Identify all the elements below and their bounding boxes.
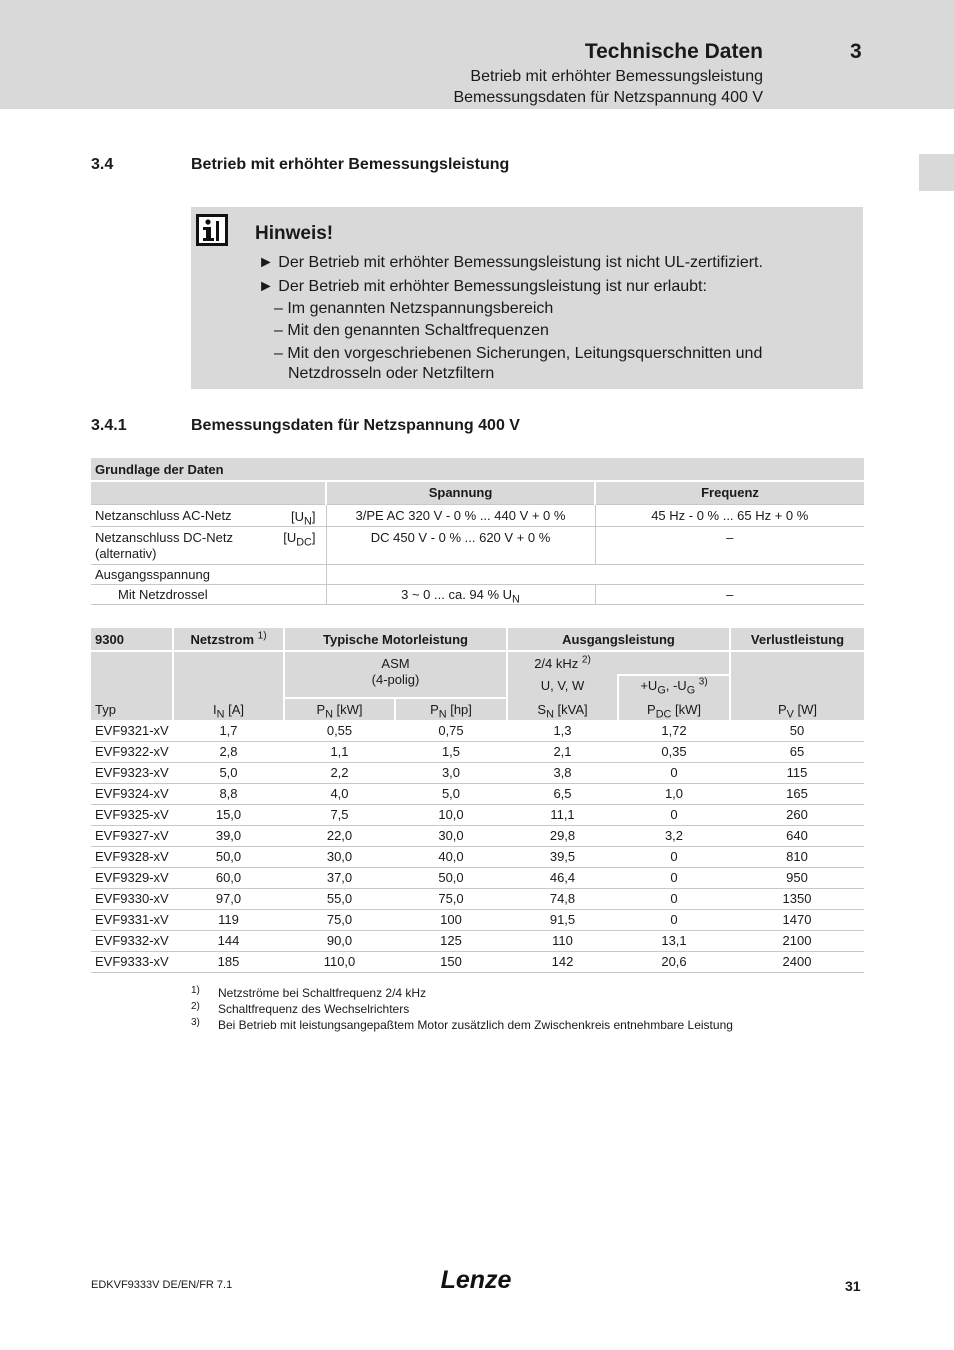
value-cell: 65: [730, 741, 864, 762]
dc-supply-label: Netzanschluss DC-Netz: [95, 529, 233, 545]
dc-power-header: [618, 698, 730, 720]
dash-mark: –: [274, 345, 283, 362]
note-dash-1-text: Im genannten Netzspannungsbereich: [287, 300, 554, 317]
unit: [A]: [224, 701, 244, 717]
footnote-ref: 1): [257, 630, 267, 642]
header-subtitle-1: Betrieb mit erhöhter Bemessungsleistung: [470, 68, 763, 85]
value-cell: 7,5: [284, 804, 395, 825]
sym: P: [316, 702, 326, 717]
dash-mark: –: [274, 322, 283, 339]
value-cell: 40,0: [395, 846, 507, 867]
apparent-power-header: [507, 698, 618, 720]
note-dash-3-text: Mit den vorgeschriebenen Sicherungen, Leitungsquerschnitten und: [287, 345, 763, 362]
sub: DC: [655, 708, 672, 721]
value-cell: 3,2: [618, 825, 730, 846]
type-cell: EVF9324-xV: [91, 783, 173, 804]
motor-power-header: Typische Motorleistung: [284, 628, 507, 651]
type-cell: EVF9331-xV: [91, 909, 173, 930]
value-cell: 50,0: [173, 846, 284, 867]
value-cell: 1,1: [284, 741, 395, 762]
value-cell: 3,0: [395, 762, 507, 783]
value-cell: 640: [730, 825, 864, 846]
note-bullet-2-text: Der Betrieb mit erhöhter Bemessungsleistung ist nur erlaubt:: [278, 278, 707, 295]
type-cell: EVF9330-xV: [91, 888, 173, 909]
output-subheader: [507, 651, 730, 698]
loss-unit-header: [730, 698, 864, 720]
unit: [kW]: [332, 702, 363, 717]
value-cell: 810: [730, 846, 864, 867]
unit: [W]: [793, 701, 817, 717]
table-row: [91, 951, 864, 972]
basis-table-heading: Grundlage der Daten: [91, 458, 864, 481]
frequency-column-header: Frequenz: [595, 481, 864, 504]
value-cell: 0: [618, 846, 730, 867]
value-cell: 1470: [730, 909, 864, 930]
type-cell: EVF9332-xV: [91, 930, 173, 951]
info-icon: [196, 214, 228, 246]
value-cell: 55,0: [284, 888, 395, 909]
value-cell: 0,55: [284, 720, 395, 741]
value-cell: 2,1: [507, 741, 618, 762]
table-row: [91, 720, 864, 741]
value-cell: 97,0: [173, 888, 284, 909]
section-number: 3.4: [91, 156, 114, 173]
rating-data-table: [91, 628, 864, 973]
asm-poles-label: (4-polig): [371, 672, 420, 687]
footnote-text: Netzströme bei Schaltfrequenz 2/4 kHz: [218, 986, 427, 1000]
subsection-number: 3.4.1: [91, 417, 127, 434]
value-cell: 144: [173, 930, 284, 951]
output-voltage-blank: [326, 564, 864, 584]
value-cell: 0,35: [618, 741, 730, 762]
table-row: [91, 741, 864, 762]
document-code: EDKVF9333V DE/EN/FR 7.1: [91, 1279, 233, 1291]
choke-voltage: [326, 584, 595, 604]
note-bullet-1: [258, 254, 763, 272]
note-dash-1: [274, 300, 553, 318]
note-bullet-2: [258, 278, 707, 296]
table-row: [91, 846, 864, 867]
dash-mark: –: [274, 300, 283, 317]
value-cell: 950: [730, 867, 864, 888]
output-power-header: Ausgangsleistung: [507, 628, 730, 651]
section-title: Betrieb mit erhöhter Bemessungsleistung: [191, 156, 510, 173]
footnote-ref: 3): [698, 676, 708, 688]
value-cell: 74,8: [507, 888, 618, 909]
value-cell: 8,8: [173, 783, 284, 804]
symbol-main: U: [294, 508, 305, 524]
footnote-mark: 1): [191, 985, 200, 996]
dc-supply-symbol: $[U_{DC}]$: [283, 529, 316, 549]
note-title: Hinweis!: [255, 223, 334, 244]
ac-supply-label-cell: [91, 504, 326, 526]
logo-text: Lenze: [440, 1266, 512, 1294]
value-cell: 22,0: [284, 825, 395, 846]
value-cell: 0: [618, 804, 730, 825]
note-dash-2-text: Mit den genannten Schaltfrequenzen: [287, 322, 549, 339]
value-cell: 60,0: [173, 867, 284, 888]
subsection-title: Bemessungsdaten für Netzspannung 400 V: [191, 417, 520, 434]
inverter-subheader: [508, 652, 617, 698]
basis-data-table: [91, 458, 864, 605]
footnote-ref: 2): [581, 654, 591, 666]
type-header: Typ: [91, 698, 173, 720]
value-cell: 0: [618, 867, 730, 888]
loss-power-header: Verlustleistung: [730, 628, 864, 651]
sub: N: [546, 708, 554, 721]
dc-supply-frequency: –: [595, 526, 864, 564]
table-row: [91, 804, 864, 825]
value-cell: 1,7: [173, 720, 284, 741]
value-cell: 37,0: [284, 867, 395, 888]
value-cell: 3,8: [507, 762, 618, 783]
series-header: 9300: [91, 628, 173, 651]
value-cell: 30,0: [395, 825, 507, 846]
value-cell: 13,1: [618, 930, 730, 951]
type-cell: EVF9333-xV: [91, 951, 173, 972]
value-cell: 10,0: [395, 804, 507, 825]
unit: [kW]: [671, 701, 701, 717]
value-cell: 125: [395, 930, 507, 951]
choke-label: Mit Netzdrossel: [91, 584, 326, 604]
uvw-label: U, V, W: [540, 678, 585, 693]
value-cell: 39,5: [507, 846, 618, 867]
table-row: [91, 867, 864, 888]
value-cell: 39,0: [173, 825, 284, 846]
ug-subscript: G: [686, 684, 696, 697]
value-cell: 1,0: [618, 783, 730, 804]
ac-supply-label: Netzanschluss AC-Netz: [95, 507, 232, 523]
note-dash-3: [274, 345, 762, 363]
output-voltage-label: Ausgangsspannung: [91, 564, 326, 584]
value-cell: 30,0: [284, 846, 395, 867]
type-cell: EVF9321-xV: [91, 720, 173, 741]
ug-text: +U: [640, 678, 658, 693]
value-cell: 260: [730, 804, 864, 825]
voltage-column-header: Spannung: [326, 481, 595, 504]
ug-text: , -U: [665, 678, 687, 693]
table-row: [91, 825, 864, 846]
dc-supply-label-cell: [91, 526, 326, 564]
table-row: [91, 762, 864, 783]
footnote-text: Schaltfrequenz des Wechselrichters: [218, 1002, 410, 1016]
value-cell: 90,0: [284, 930, 395, 951]
value-cell: 150: [395, 951, 507, 972]
lenze-logo: [437, 1266, 515, 1294]
value-cell: 0,75: [395, 720, 507, 741]
type-cell: EVF9329-xV: [91, 867, 173, 888]
value-cell: 2,8: [173, 741, 284, 762]
sym: P: [647, 701, 656, 717]
header-blank: [173, 651, 284, 698]
sym: P: [430, 702, 439, 717]
note-dash-3-continued: Netzdrosseln oder Netzfiltern: [288, 365, 495, 382]
header-subtitle-2: Bemessungsdaten für Netzspannung 400 V: [453, 89, 763, 106]
value-cell: 6,5: [507, 783, 618, 804]
ac-supply-frequency: 45 Hz - 0 % ... 65 Hz + 0 %: [595, 504, 864, 526]
sym: S: [537, 701, 547, 717]
value-cell: 20,6: [618, 951, 730, 972]
value-cell: 185: [173, 951, 284, 972]
value-cell: 119: [173, 909, 284, 930]
sub: N: [438, 708, 447, 721]
header-blank: [730, 651, 864, 698]
chapter-title: Technische Daten: [584, 40, 763, 63]
value-cell: 110,0: [284, 951, 395, 972]
asm-label: ASM: [381, 656, 410, 671]
value-cell: 100: [395, 909, 507, 930]
choke-voltage-subscript: N: [512, 593, 520, 606]
table-row: [91, 783, 864, 804]
sub: N: [325, 708, 333, 721]
value-cell: 1350: [730, 888, 864, 909]
bullet-arrow-icon: ►: [258, 254, 274, 271]
sub: N: [216, 708, 225, 721]
value-cell: 5,0: [395, 783, 507, 804]
value-cell: 165: [730, 783, 864, 804]
value-cell: 0: [618, 909, 730, 930]
value-cell: 4,0: [284, 783, 395, 804]
value-cell: 5,0: [173, 762, 284, 783]
chapter-side-tab: [919, 154, 954, 191]
power-kw-header: [284, 698, 395, 720]
value-cell: 50: [730, 720, 864, 741]
note-bullet-1-text: Der Betrieb mit erhöhter Bemessungsleistung ist nicht UL-zertifiziert.: [278, 254, 763, 271]
note-dash-2: [274, 322, 549, 340]
header-blank: [91, 651, 173, 698]
value-cell: 1,3: [507, 720, 618, 741]
footnote-mark: 3): [191, 1017, 200, 1028]
sub: V: [786, 708, 794, 721]
value-cell: 115: [730, 762, 864, 783]
type-cell: EVF9325-xV: [91, 804, 173, 825]
type-cell: EVF9327-xV: [91, 825, 173, 846]
value-cell: 15,0: [173, 804, 284, 825]
asm-header: [284, 651, 507, 698]
value-cell: 75,0: [395, 888, 507, 909]
type-cell: EVF9328-xV: [91, 846, 173, 867]
unit: [hp]: [446, 702, 472, 717]
value-cell: 2100: [730, 930, 864, 951]
table-row: [91, 930, 864, 951]
dc-supply-voltage: DC 450 V - 0 % ... 620 V + 0 %: [326, 526, 595, 564]
symbol-subscript: N: [304, 515, 312, 528]
value-cell: 2,2: [284, 762, 395, 783]
current-header-text: Netzstrom: [190, 631, 255, 647]
value-cell: 75,0: [284, 909, 395, 930]
value-cell: 142: [507, 951, 618, 972]
power-hp-header: [395, 698, 507, 720]
bullet-arrow-icon: ►: [258, 278, 274, 295]
table-row: [91, 909, 864, 930]
sym: P: [777, 701, 787, 717]
value-cell: 91,5: [507, 909, 618, 930]
value-cell: 0: [618, 762, 730, 783]
value-cell: 2400: [730, 951, 864, 972]
value-cell: 1,5: [395, 741, 507, 762]
sym: I: [213, 701, 217, 717]
value-cell: 110: [507, 930, 618, 951]
type-cell: EVF9322-xV: [91, 741, 173, 762]
value-cell: 0: [618, 888, 730, 909]
chapter-number: 3: [850, 40, 862, 63]
current-unit-header: [173, 698, 284, 720]
table-row: [91, 888, 864, 909]
dc-supply-label-2: (alternativ): [95, 545, 157, 561]
value-cell: 1,72: [618, 720, 730, 741]
value-cell: 11,1: [507, 804, 618, 825]
value-cell: 46,4: [507, 867, 618, 888]
current-header: [173, 628, 284, 651]
ac-supply-symbol: $[U_N]$: [291, 508, 316, 528]
ac-supply-voltage: 3/PE AC 320 V - 0 % ... 440 V + 0 %: [326, 504, 595, 526]
basis-table-header-blank: [91, 481, 326, 504]
value-cell: 29,8: [507, 825, 618, 846]
choke-frequency: –: [595, 584, 864, 604]
value-cell: 50,0: [395, 867, 507, 888]
page-number: 31: [845, 1278, 861, 1294]
symbol-main: U: [286, 529, 297, 545]
frequency-label: 2/4 kHz: [534, 656, 579, 671]
unit: [kVA]: [553, 701, 588, 717]
type-cell: EVF9323-xV: [91, 762, 173, 783]
footnote-mark: 2): [191, 1001, 200, 1012]
dc-link-subheader: [617, 674, 729, 698]
symbol-subscript: DC: [296, 536, 312, 549]
choke-voltage-text: 3 ~ 0 ... ca. 94 % U: [401, 586, 513, 602]
ug-subscript: G: [657, 684, 666, 697]
footnote-text: Bei Betrieb mit leistungsangepaßtem Motor zusätzlich dem Zwischenkreis entnehmbare Leistung: [218, 1018, 733, 1032]
